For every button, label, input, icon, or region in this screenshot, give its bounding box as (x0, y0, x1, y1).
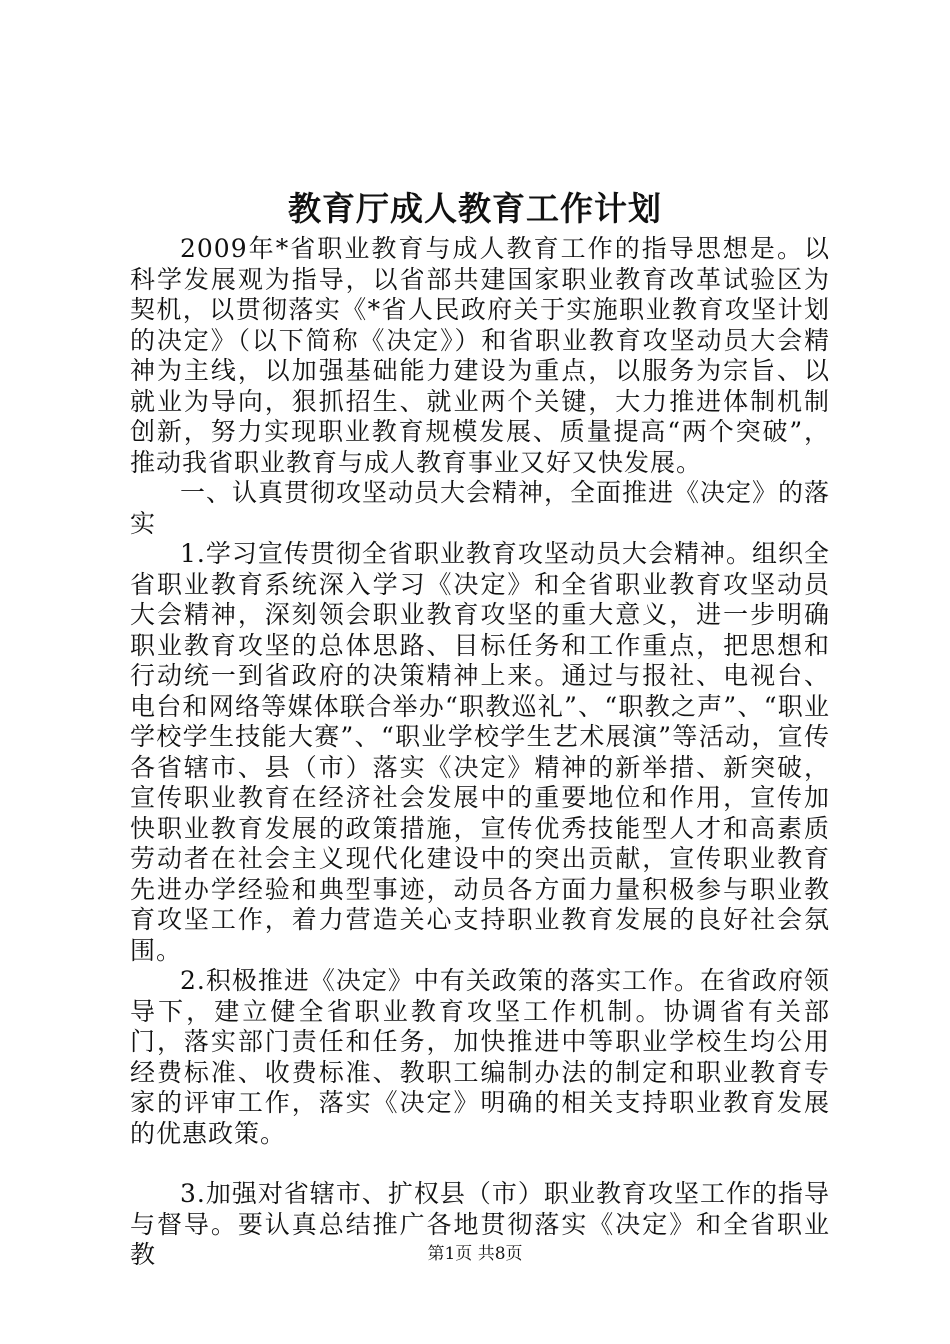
page-number-footer: 第1页 共8页 (427, 1244, 523, 1264)
document-body (130, 234, 830, 1271)
paragraph-guiding-ideology: 2009年*省职业教育与成人教育工作的指导思想是。以科学发展观为指导，以省部共建国家职业教育改革试验区为契机，以贯彻落实《*省人民政府关于实施职业教育攻坚计划的决定》（以下简称《决定》）和省职业教育攻坚动员大会精神为主线，以加强基础能力建设为重点，以服务为宗旨、以就业为导向，狠抓招生、就业两个关键，大力推进体制机制创新，努力实现职业教育规模发展、质量提高“两个突破”，推动我省职业教育与成人教育事业又好又快发展。 (130, 234, 830, 477)
paragraph-item-1: 1.学习宣传贯彻全省职业教育攻坚动员大会精神。组织全省职业教育系统深入学习《决定》和全省职业教育攻坚动员大会精神，深刻领会职业教育攻坚的重大意义，进一步明确职业教育攻坚的总体思路、目标任务和工作重点，把思想和行动统一到省政府的决策精神上来。通过与报社、电视台、电台和网络等媒体联合举办“职教巡礼”、“职教之声”、“职业学校学生技能大赛”、“职业学校学生艺术展演”等活动，宣传各省辖市、县（市）落实《决定》精神的新举措、新突破，宣传职业教育在经济社会发展中的重要地位和作用，宣传加快职业教育发展的政策措施，宣传优秀技能型人才和高素质劳动者在社会主义现代化建设中的突出贡献，宣传职业教育先进办学经验和典型事迹，动员各方面力量积极参与职业教育攻坚工作，着力营造关心支持职业教育发展的良好社会氛围。 (130, 539, 830, 965)
paragraph-item-3: 3.加强对省辖市、扩权县（市）职业教育攻坚工作的指导与督导。要认真总结推广各地贯彻落实《决定》和全省职业教 (130, 1179, 830, 1269)
paragraph-item-2: 2.积极推进《决定》中有关政策的落实工作。在省政府领导下，建立健全省职业教育攻坚工作机制。协调省有关部门，落实部门责任和任务，加快推进中等职业学校生均公用经费标准、收费标准、教职工编制办法的制定和职业教育专家的评审工作，落实《决定》明确的相关支持职业教育发展的优惠政策。 (130, 966, 830, 1148)
document-title: 教育厅成人教育工作计划 (288, 189, 662, 228)
section-heading-1: 一、认真贯彻攻坚动员大会精神，全面推进《决定》的落实 (130, 478, 831, 538)
